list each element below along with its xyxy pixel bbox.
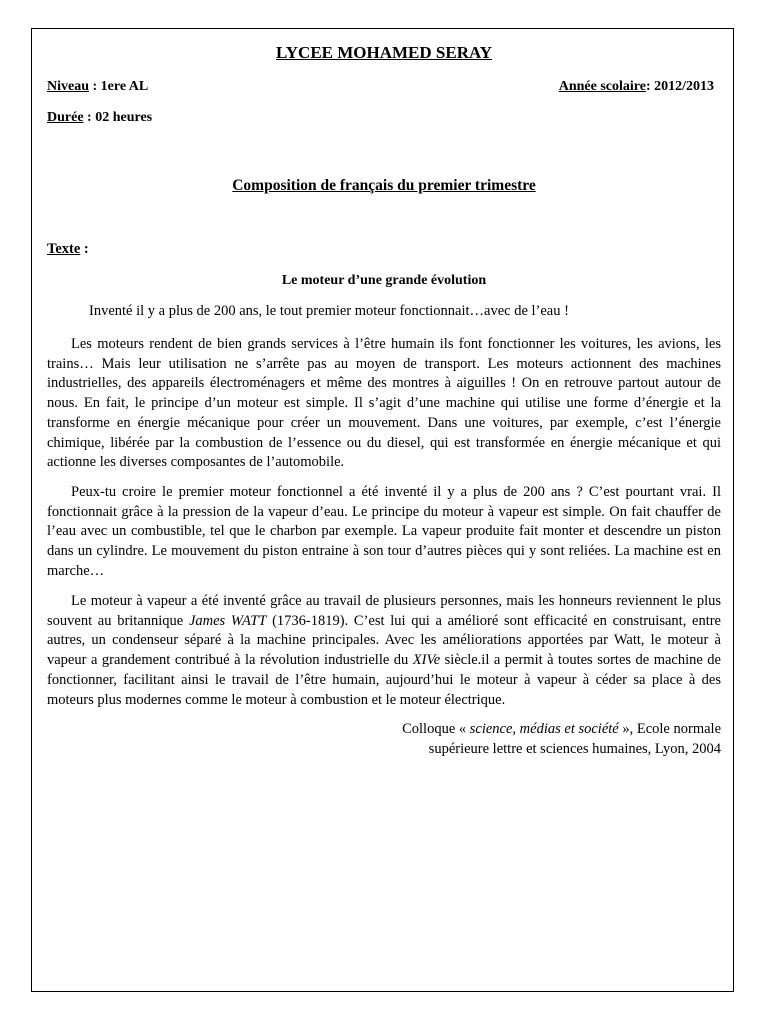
texte-colon: :	[80, 241, 89, 257]
citation	[402, 719, 721, 759]
texte-label: Texte	[47, 241, 81, 257]
school-name: LYCEE MOHAMED SERAY	[275, 43, 492, 62]
duration-line	[47, 110, 152, 126]
citation-line-2: supérieure lettre et sciences humaines, Lyon, 2004	[428, 741, 721, 757]
citation-prefix: Colloque «	[402, 721, 470, 737]
year-value: : 2012/2013	[645, 79, 714, 94]
level-line	[47, 79, 148, 95]
p3-part-b: (1736-1819). C’est lui qui a amélioré sont efficacité en construisant, entre autres, un condenseur séparé à la machine principales. Avec les améliorations apportées par Watt, le moteur à vapeur a grandement contribué à la révolution industrielle du	[47, 612, 721, 669]
article-paragraph-2: Peux-tu croire le premier moteur fonctionnel a été inventé il y a plus de 200 ans ? C’est pourtant vrai. Il fonctionnait grâce à la pression de la vapeur d’eau. Le principe du moteur à vapeur est simple. On fait chauffer de l’eau avec un combustible, tel que le charbon par exemple. La vapeur produite fait monter et descendre un piston dans un cylindre. Le mouvement du piston entraine à son tour d’autres pièces qui y sont reliées. La machine est en marche…	[47, 484, 721, 579]
year-label: Année scolaire	[558, 79, 646, 94]
exam-title: Composition de français du premier trimestre	[232, 177, 536, 194]
article-paragraph-3	[47, 592, 721, 710]
texte-heading	[47, 241, 89, 258]
citation-suffix: », Ecole normale	[618, 721, 721, 737]
article-paragraph-1: Les moteurs rendent de bien grands services à l’être humain ils font fonctionner les voitures, les avions, les trains… Mais leur utilisation ne s’arrête pas au moyen de transport. Les moteurs actionnent des machines industrielles, des appareils électroménagers et même des montres à aiguilles ! On en retrouve partout autour de nous. En fait, le principe d’un moteur est simple. Il s’agit d’une machine qui utilise une forme d’énergie et la transforme en énergie mécanique pour créer un mouvement. Dans une voitures, par exemple, c’est l’énergie chimique, libérée par la combustion de l’essence ou du diesel, qui est transformée en énergie mécanique et qui actionne les diverses composantes de l’automobile.	[47, 336, 721, 471]
duration-label: Durée	[47, 110, 84, 125]
article-intro: Inventé il y a plus de 200 ans, le tout premier moteur fonctionnait…avec de l’eau !	[89, 303, 569, 319]
century: XIVe	[412, 652, 441, 669]
school-year-line	[559, 79, 714, 95]
p3-part-c: siècle.il a permit à toutes sortes de machine de fonctionner, facilitant ainsi le travail de l’être humain, aujourd’hui le moteur à vapeur à céder sa place à des moteurs plus modernes comme le moteur à combustion et le moteur électrique.	[47, 652, 721, 708]
inventor-name: James WATT	[188, 612, 267, 629]
p3-part-a: Le moteur à vapeur a été inventé grâce au travail de plusieurs personnes, mais les honneurs reviennent le plus souvent au britannique	[47, 593, 721, 629]
article-title: Le moteur d’une grande évolution	[281, 273, 487, 288]
duration-value: : 02 heures	[83, 110, 153, 125]
citation-line-1	[402, 719, 721, 739]
level-label: Niveau	[47, 79, 89, 94]
citation-italic: science, médias et société	[469, 721, 619, 737]
level-value: : 1ere AL	[89, 79, 149, 94]
